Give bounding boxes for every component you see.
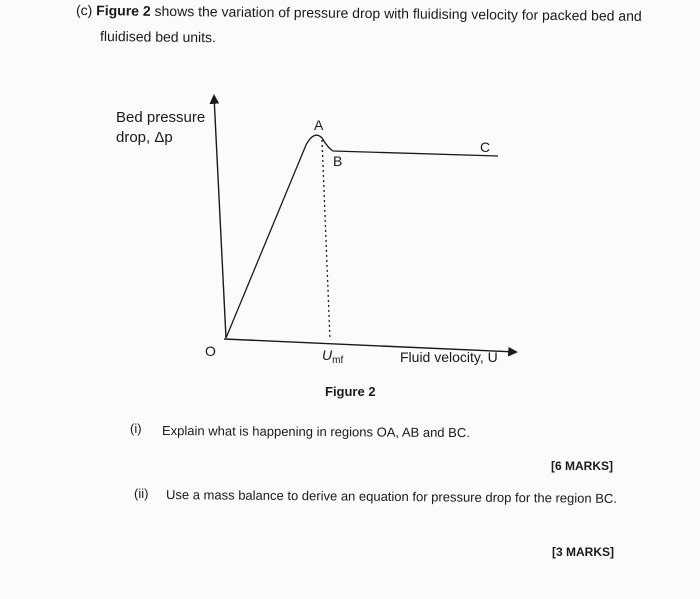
intro-text: shows the variation of pressure drop with fluidising velocity for packed bed and: [150, 2, 642, 24]
umf-label-subscript: mf: [332, 355, 344, 366]
umf-label: [322, 347, 343, 366]
point-label-c: C: [480, 139, 491, 155]
x-axis-label: Fluid velocity, U: [400, 349, 498, 365]
point-label-a: A: [314, 117, 324, 133]
origin-label: O: [205, 343, 216, 359]
subquestion-2-marks: [3 MARKS]: [552, 545, 614, 559]
point-label-b: B: [333, 153, 343, 169]
pressure-drop-curve: [226, 135, 498, 338]
subquestion-2-text: Use a mass balance to derive an equation for pressure drop for the region BC.: [165, 487, 617, 506]
figure-reference: Figure 2: [96, 2, 151, 19]
y-axis-label: [116, 108, 205, 148]
question-intro-line-2: fluidised bed units.: [99, 28, 217, 46]
subquestion-2-number: (ii): [134, 486, 149, 501]
y-axis-label-line-1: Bed pressure: [116, 109, 206, 126]
umf-label-main: U: [322, 347, 333, 363]
y-axis-label-line-2: drop, Δp: [116, 129, 173, 146]
subquestion-1-text: Explain what is happening in regions OA, AB and BC.: [161, 423, 470, 441]
umf-dotted-line: [322, 140, 330, 340]
figure-caption: Figure 2: [325, 384, 376, 399]
subquestion-1-marks: [6 MARKS]: [551, 459, 613, 473]
y-axis: [214, 96, 226, 338]
subquestion-1-number: (i): [130, 421, 142, 436]
part-label: (c): [75, 2, 93, 19]
